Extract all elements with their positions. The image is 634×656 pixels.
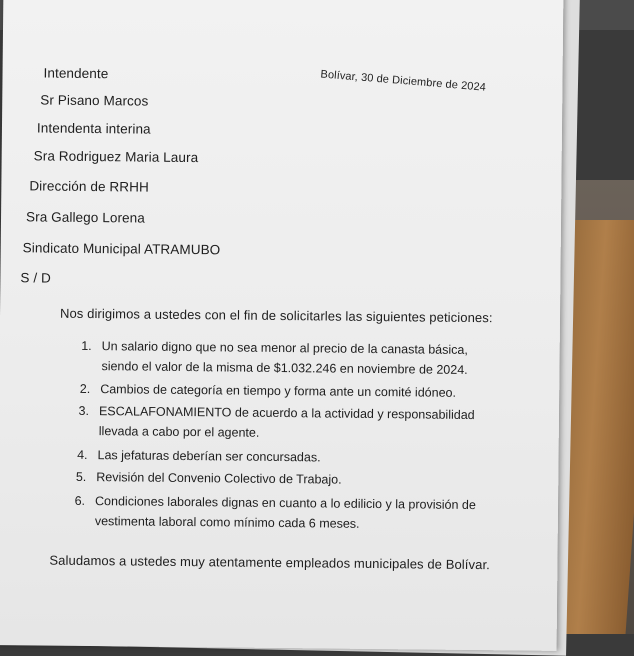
recipient-line: Intendente <box>43 65 109 82</box>
petition-text: llevada a cabo por el agente. <box>98 424 260 440</box>
petition-text: Las jefaturas deberían ser concursadas. <box>97 448 321 465</box>
petition-number: 3. <box>78 403 90 419</box>
recipient-line: Sindicato Municipal ATRAMUBO <box>22 240 221 258</box>
recipient-line: Sra Gallego Lorena <box>25 209 146 226</box>
petition-number: 6. <box>74 493 86 508</box>
salutation-sd: S / D <box>20 270 51 286</box>
petition-text: Un salario digno que no sea menor al precio de la canasta básica, <box>101 339 468 357</box>
petition-number: 4. <box>77 447 88 462</box>
petition-text: siendo el valor de la misma de $1.032.246 en noviembre de 2024. <box>101 359 468 377</box>
closing-paragraph: Saludamos a ustedes muy atentamente empleados municipales de Bolívar. <box>49 552 490 573</box>
petition-text: Condiciones laborales dignas en cuanto a lo edilicio y la provisión de <box>94 494 476 513</box>
recipient-line: Sr Pisano Marcos <box>40 92 149 109</box>
petition-text: Cambios de categoría en tiempo y forma ante un comité idóneo. <box>100 382 457 400</box>
recipient-line: Intendenta interina <box>36 120 151 137</box>
intro-paragraph: Nos dirigimos a ustedes con el fin de solicitarles las siguientes peticiones: <box>59 305 493 326</box>
petition-text: Revisión del Convenio Colectivo de Trabajo. <box>96 470 342 487</box>
petition-number: 2. <box>79 381 91 397</box>
recipient-line: Sra Rodriguez Maria Laura <box>33 148 199 166</box>
recipient-line: Dirección de RRHH <box>29 178 149 195</box>
petition-text: vestimenta laboral como mínimo cada 6 meses. <box>94 514 360 531</box>
petition-text: ESCALAFONAMIENTO de acuerdo a la actividad y responsabilidad <box>98 404 475 423</box>
petition-number: 1. <box>81 338 92 354</box>
letter-date: Bolívar, 30 de Diciembre de 2024 <box>320 68 487 94</box>
petition-number: 5. <box>75 469 87 484</box>
